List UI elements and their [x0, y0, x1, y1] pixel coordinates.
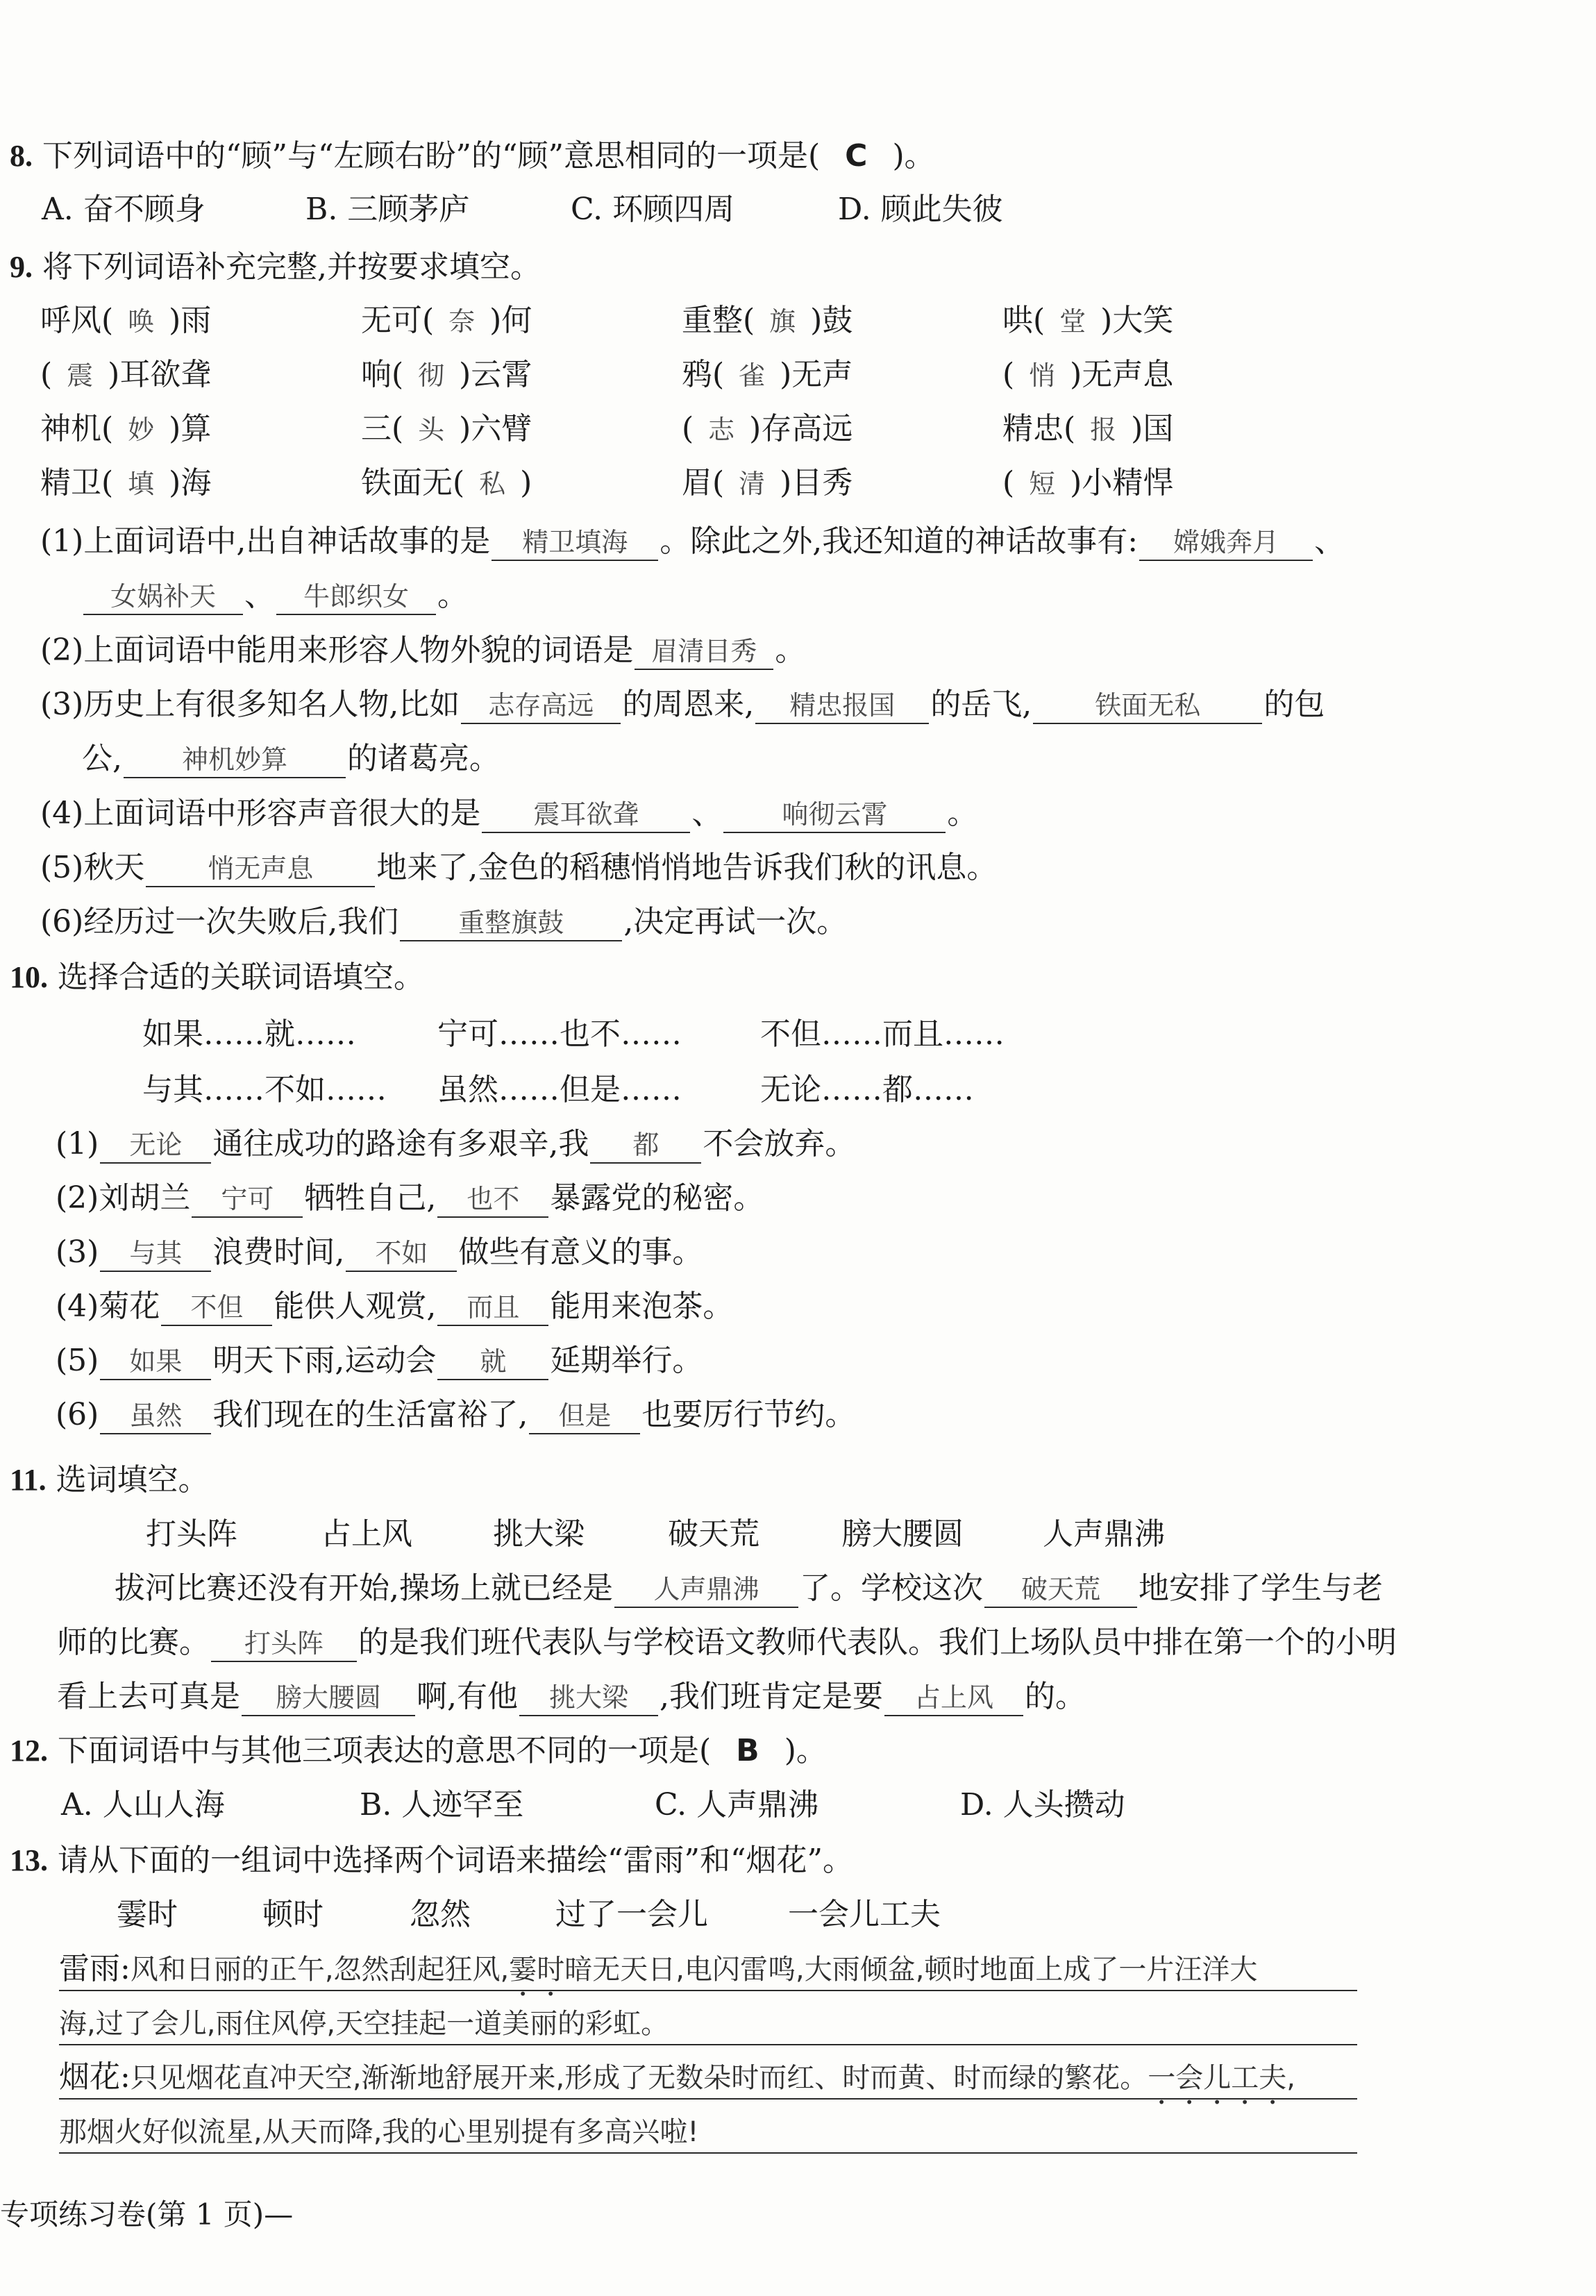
answer-blank: 虽然 [100, 1398, 211, 1434]
q11-passage-line2: 师的比赛。 打头阵 的是我们班代表队与学校语文教师代表队。我们上场队员中排在第一个的小明 [57, 1622, 1397, 1664]
word-choice: 顿时 [262, 1897, 324, 1932]
q12-answer: B [736, 1733, 759, 1768]
idiom-item: 鸦( 雀 )无声 [682, 354, 852, 396]
thunderstorm-label: 雷雨: [59, 1951, 131, 1986]
idiom-item: 重整( 旗 )鼓 [682, 300, 852, 342]
idiom-fill: 妙 [128, 414, 155, 445]
thunderstorm-text-cont: 海,过了会儿,雨住风停,天空挂起一道美丽的彩虹。 [59, 2008, 669, 2040]
q13-word-bank [117, 1894, 941, 1936]
answer-blank: 膀大腰圆 [242, 1680, 415, 1716]
idiom-item: 三( 头 )六臂 [361, 408, 532, 451]
q8-number: 8. [10, 139, 33, 173]
answer-blank: 与其 [100, 1236, 211, 1272]
thunderstorm-text: 风和日丽的正午,忽然刮起狂风,霎时暗无天日,电闪雷鸣,大雨倾盆,顿时地面上成了一片汪洋大 [130, 1954, 1258, 1986]
answer-blank: 不但 [161, 1290, 272, 1326]
word-choice: 破天荒 [668, 1516, 759, 1552]
q9-sub3-cont: 公, 神机妙算 的诸葛亮。 [82, 738, 500, 780]
q12-stem-end: )。 [784, 1733, 827, 1768]
answer-blank: 挑大梁 [519, 1680, 658, 1716]
q11-title-text: 选词填空。 [56, 1462, 209, 1498]
q12-options [61, 1784, 1125, 1826]
word-choice: 人声鼎沸 [1043, 1516, 1165, 1552]
answer-blank: 而且 [437, 1290, 548, 1326]
q8-option-a: A. 奋不顾身 [42, 192, 205, 227]
q12-option-a: A. 人山人海 [61, 1787, 225, 1822]
conjunction-word: 如果……就…… [142, 1016, 356, 1052]
idiom-fill: 私 [479, 469, 506, 499]
idiom-fill: 短 [1029, 469, 1056, 499]
word-choice: 打头阵 [146, 1516, 237, 1552]
q9-sub1-cont: 女娲补天 、 牛郎织女 。 [82, 575, 468, 617]
q9-title [10, 246, 541, 288]
q10-item: (2)刘胡兰 宁可 牺牲自己, 也不 暴露党的秘密。 [56, 1178, 764, 1219]
conjunction-word: 宁可……也不…… [437, 1016, 682, 1052]
emphasized-word: 一会儿工夫 [1148, 2062, 1287, 2094]
q8-option-c: C. 环顾四周 [571, 192, 735, 227]
idiom-item: 哄( 堂 )大笑 [1002, 300, 1173, 342]
q10-item: (3) 与其 浪费时间, 不如 做些有意义的事。 [56, 1232, 703, 1273]
conjunction-word: 不但……而且…… [760, 1016, 1005, 1052]
word-choice: 霎时 [117, 1897, 178, 1932]
q13-title-text: 请从下面的一组词中选择两个词语来描绘“雷雨”和“烟花”。 [58, 1843, 853, 1878]
q11-passage-line3: 看上去可真是 膀大腰圆 啊,有他 挑大梁 ,我们班肯定是要 占上风 的。 [57, 1676, 1086, 1718]
writing-line [59, 1990, 1357, 1991]
idiom-fill: 雀 [739, 360, 766, 391]
q10-word-bank-row1 [142, 1014, 1005, 1055]
q10-item: (4)菊花 不但 能供人观赏, 而且 能用来泡茶。 [56, 1286, 733, 1327]
idiom-item: ( 短 )小精悍 [1002, 462, 1173, 505]
idiom-item: 精卫( 填 )海 [40, 462, 211, 505]
writing-line [59, 2152, 1357, 2154]
conjunction-word: 无论……都…… [760, 1072, 974, 1107]
q9-sub2: (2)上面词语中能用来形容人物外貌的词语是 眉清目秀 。 [40, 630, 805, 671]
q10-item: (6) 虽然 我们现在的生活富裕了, 但是 也要厉行节约。 [56, 1394, 855, 1436]
q10-item: (5) 如果 明天下雨,运动会 就 延期举行。 [56, 1340, 703, 1382]
idiom-fill: 志 [708, 414, 735, 445]
answer-blank: 就 [437, 1344, 548, 1380]
q11-word-bank [146, 1514, 1165, 1555]
idiom-fill: 清 [739, 469, 766, 499]
idiom-fill: 报 [1090, 414, 1117, 445]
answer-blank: 神机妙算 [124, 742, 346, 778]
q9-sub6: (6)经历过一次失败后,我们 重整旗鼓 ,决定再试一次。 [40, 901, 847, 943]
q10-item: (1) 无论 通往成功的路途有多艰辛,我 都 不会放弃。 [56, 1123, 855, 1165]
answer-blank: 铁面无私 [1033, 688, 1262, 724]
answer-blank: 破天荒 [984, 1572, 1137, 1608]
fireworks-line2 [59, 2111, 698, 2153]
idiom-fill: 唤 [128, 306, 155, 337]
answer-blank: 精卫填海 [492, 525, 658, 561]
q8-option-b: B. 三顾茅庐 [305, 192, 470, 227]
fireworks-text: 只见烟花直冲天空,渐渐地舒展开来,形成了无数朵时而红、时而黄、时而绿的繁花。一会儿工夫, [130, 2062, 1295, 2094]
q12-option-c: C. 人声鼎沸 [655, 1787, 819, 1822]
idiom-item: 铁面无( 私 ) [361, 462, 532, 505]
answer-blank: 人声鼎沸 [614, 1572, 798, 1608]
answer-blank: 不如 [346, 1236, 457, 1272]
answer-blank: 震耳欲聋 [482, 797, 690, 833]
answer-blank: 也不 [437, 1182, 548, 1218]
q10-title [10, 957, 424, 998]
q11-title [10, 1459, 209, 1501]
answer-blank: 无论 [100, 1128, 211, 1164]
writing-line [59, 2098, 1357, 2100]
idiom-fill: 旗 [769, 306, 796, 337]
fireworks-label: 烟花: [59, 2059, 131, 2095]
idiom-fill: 彻 [418, 360, 445, 391]
q12-option-d: D. 人头攒动 [960, 1787, 1125, 1822]
thunderstorm-line2 [59, 2002, 669, 2045]
answer-blank: 重整旗鼓 [400, 905, 622, 941]
idiom-item: 神机( 妙 )算 [40, 408, 211, 451]
idiom-fill: 堂 [1059, 306, 1086, 337]
fireworks-text-cont: 那烟火好似流星,从天而降,我的心里别提有多高兴啦! [59, 2116, 699, 2148]
answer-blank: 眉清目秀 [635, 634, 773, 670]
q13-title [10, 1840, 853, 1882]
q9-sub4: (4)上面词语中形容声音很大的是 震耳欲聋 、 响彻云霄 。 [40, 793, 977, 835]
word-choice: 忽然 [410, 1897, 471, 1932]
q9-title-text: 将下列词语补充完整,并按要求填空。 [42, 249, 541, 285]
answer-blank: 志存高远 [461, 688, 621, 724]
word-choice: 膀大腰圆 [841, 1516, 964, 1552]
q11-number: 11. [10, 1463, 47, 1497]
answer-blank: 都 [590, 1128, 701, 1164]
word-choice: 一会儿工夫 [788, 1897, 941, 1932]
idiom-item: 无可( 奈 )何 [361, 300, 532, 342]
idiom-item: ( 志 )存高远 [682, 408, 852, 451]
page-footer: 专项练习卷(第 1 页)— [0, 2197, 294, 2231]
idiom-fill: 震 [67, 360, 94, 391]
q8-option-d: D. 顾此失彼 [838, 192, 1003, 227]
answer-blank: 女娲补天 [83, 579, 243, 615]
idiom-fill: 奈 [448, 306, 476, 337]
answer-blank: 宁可 [192, 1182, 303, 1218]
q8-stem-text: 下列词语中的“顾”与“左顾右盼”的“顾”意思相同的一项是( [42, 138, 821, 174]
answer-blank: 嫦娥奔月 [1139, 525, 1313, 561]
q9-number: 9. [10, 250, 33, 284]
q8-options [42, 189, 1003, 231]
thunderstorm-line1 [59, 1948, 1257, 2002]
q9-sub1: (1)上面词语中,出自神话故事的是 精卫填海 。除此之外,我还知道的神话故事有: 嫦娥奔月 、 [40, 521, 1345, 562]
idiom-item: 呼风( 唤 )雨 [40, 300, 211, 342]
answer-blank: 占上风 [884, 1680, 1023, 1716]
answer-blank: 精忠报国 [755, 688, 929, 724]
word-choice: 过了一会儿 [555, 1897, 708, 1932]
word-choice: 占上风 [321, 1516, 412, 1552]
q13-number: 13. [10, 1843, 48, 1877]
q11-passage-line1: 拔河比赛还没有开始,操场上就已经是 人声鼎沸 了。学校这次 破天荒 地安排了学生与老 [115, 1568, 1383, 1609]
idiom-item: 响( 彻 )云霄 [361, 354, 532, 396]
fireworks-line1 [59, 2056, 1295, 2111]
idiom-item: 精忠( 报 )国 [1002, 408, 1173, 451]
conjunction-word: 虽然……但是…… [437, 1072, 682, 1107]
idiom-fill: 悄 [1029, 360, 1056, 391]
idiom-fill: 填 [128, 469, 155, 499]
answer-blank: 如果 [100, 1344, 211, 1380]
emphasized-word: 霎时 [509, 1954, 565, 1986]
q10-word-bank-row2 [142, 1069, 974, 1111]
q9-sub5: (5)秋天 悄无声息 地来了,金色的稻穗悄悄地告诉我们秋的讯息。 [40, 847, 997, 889]
idiom-item: ( 震 )耳欲聋 [40, 354, 211, 396]
q12-option-b: B. 人迹罕至 [360, 1787, 524, 1822]
q8-stem-end: )。 [892, 138, 935, 174]
conjunction-word: 与其……不如…… [142, 1072, 387, 1107]
answer-blank: 牛郎织女 [276, 579, 436, 615]
q8-stem [10, 135, 935, 177]
q12-stem-text: 下面词语中与其他三项表达的意思不同的一项是( [58, 1733, 712, 1768]
idiom-item: ( 悄 )无声息 [1002, 354, 1173, 396]
idiom-fill: 头 [418, 414, 445, 445]
answer-blank: 打头阵 [211, 1626, 357, 1662]
q9-sub3: (3)历史上有很多知名人物,比如 志存高远 的周恩来, 精忠报国 的岳飞, 铁面无私 的包 [40, 684, 1325, 726]
answer-blank: 但是 [529, 1398, 640, 1434]
q10-number: 10. [10, 960, 48, 994]
q12-number: 12. [10, 1734, 48, 1768]
writing-line [59, 2044, 1357, 2045]
answer-blank: 悄无声息 [146, 851, 375, 887]
idiom-item: 眉( 清 )目秀 [682, 462, 852, 505]
q8-answer: C [845, 138, 868, 174]
q10-title-text: 选择合适的关联词语填空。 [58, 960, 424, 995]
q12-stem [10, 1730, 827, 1772]
word-choice: 挑大梁 [493, 1516, 585, 1552]
answer-blank: 响彻云霄 [723, 797, 946, 833]
